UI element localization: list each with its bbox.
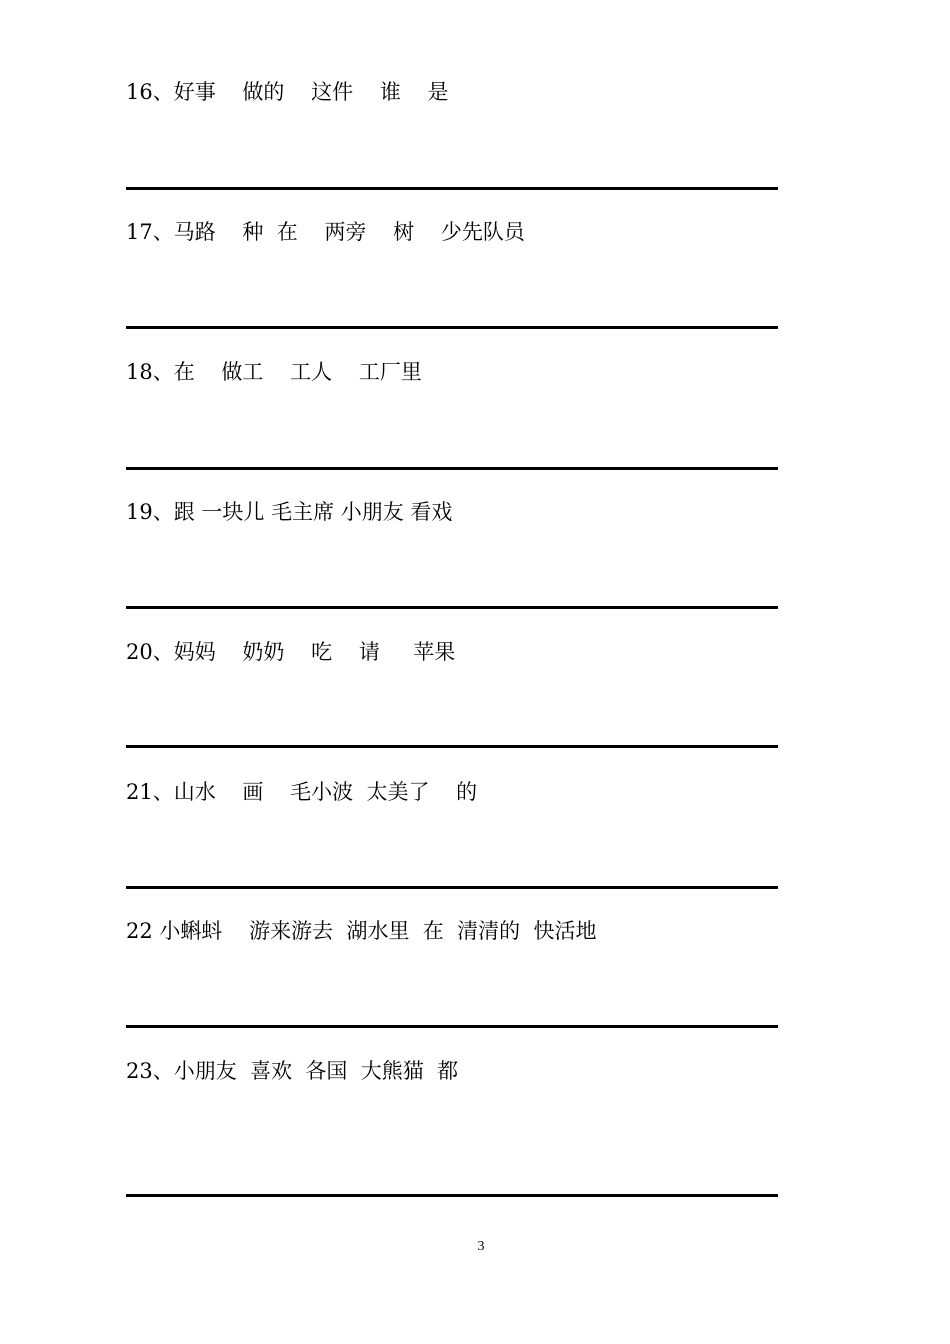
question-19: 19、跟 一块儿 毛主席 小朋友 看戏 [126,500,453,524]
question-20: 20、妈妈 奶奶 吃 请 苹果 [126,640,456,664]
question-21: 21、山水 画 毛小波 太美了 的 [126,780,478,804]
question-17: 17、马路 种 在 两旁 树 少先队员 [126,220,525,244]
answer-line-16 [126,187,778,190]
page-number: 3 [477,1239,485,1254]
answer-line-19 [126,606,778,609]
answer-line-20 [126,745,778,748]
question-22: 22 小蝌蚪 游来游去 湖水里 在 清清的 快活地 [126,919,597,943]
answer-line-21 [126,886,778,889]
question-18: 18、在 做工 工人 工厂里 [126,360,422,384]
answer-line-23 [126,1194,778,1197]
question-16: 16、好事 做的 这件 谁 是 [126,80,449,104]
question-23: 23、小朋友 喜欢 各国 大熊猫 都 [126,1059,459,1083]
answer-line-18 [126,467,778,470]
answer-line-22 [126,1025,778,1028]
answer-line-17 [126,326,778,329]
